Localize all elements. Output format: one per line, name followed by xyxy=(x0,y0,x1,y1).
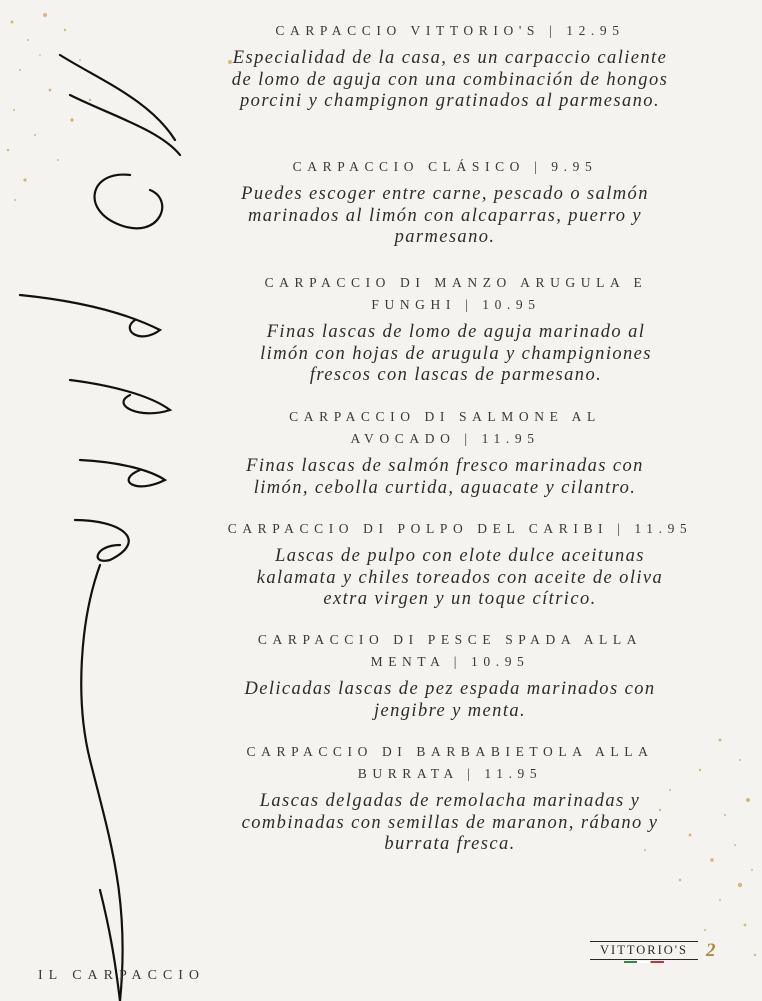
item-title: CARPACCIO DI SALMONE AL AVOCADO | 11.95 xyxy=(289,409,601,446)
menu-item xyxy=(225,156,665,249)
script-title-flourish xyxy=(20,55,180,1001)
italian-flag-stripe xyxy=(624,961,664,963)
menu-item xyxy=(230,20,670,113)
menu-item xyxy=(195,518,725,611)
page-number: 2 xyxy=(706,940,716,961)
item-title: CARPACCIO DI POLPO DEL CARIBI | 11.95 xyxy=(227,521,693,536)
item-title: CARPACCIO DI MANZO ARUGULA E FUNGHI | 10.95 xyxy=(264,275,648,312)
menu-item xyxy=(230,629,670,722)
item-title: CARPACCIO CLÁSICO | 9.95 xyxy=(292,159,598,174)
item-description: Especialidad de la casa, es un carpaccio caliente de lomo de aguja con una combinación de hongos porcini y champignon gratinados al parmesano. xyxy=(231,48,669,111)
item-title: CARPACCIO DI PESCE SPADA ALLA MENTA | 10.95 xyxy=(257,632,643,669)
item-title: CARPACCIO DI BARBABIETOLA ALLA BURRATA | 11.95 xyxy=(246,744,654,781)
item-description: Lascas delgadas de remolacha marinadas y combinadas con semillas de maranon, rábano y burrata fresca. xyxy=(241,791,659,854)
item-description: Finas lascas de salmón fresco marinadas con limón, cebolla curtida, aguacate y cilantro. xyxy=(246,456,644,498)
item-description: Lascas de pulpo con elote dulce aceitunas kalamata y chiles toreados con aceite de oliva extra virgen y un toque cítrico. xyxy=(256,546,664,609)
item-title: CARPACCIO VITTORIO'S | 12.95 xyxy=(275,23,625,38)
vittorios-logo xyxy=(590,940,698,980)
menu-item xyxy=(240,406,650,499)
logo-name: VITTORIO'S xyxy=(590,941,698,960)
item-description: Puedes escoger entre carne, pescado o salmón marinados al limón con alcaparras, puerro y parmesano. xyxy=(241,184,649,247)
menu-item xyxy=(240,272,672,387)
footer-label: IL CARPACCIO xyxy=(38,968,206,983)
item-description: Delicadas lascas de pez espada marinados con jengibre y menta. xyxy=(244,679,656,721)
menu-item xyxy=(230,741,670,856)
item-description: Finas lascas de lomo de aguja marinado al limón con hojas de arugula y champigniones frescos con lascas de parmesano. xyxy=(260,322,652,385)
